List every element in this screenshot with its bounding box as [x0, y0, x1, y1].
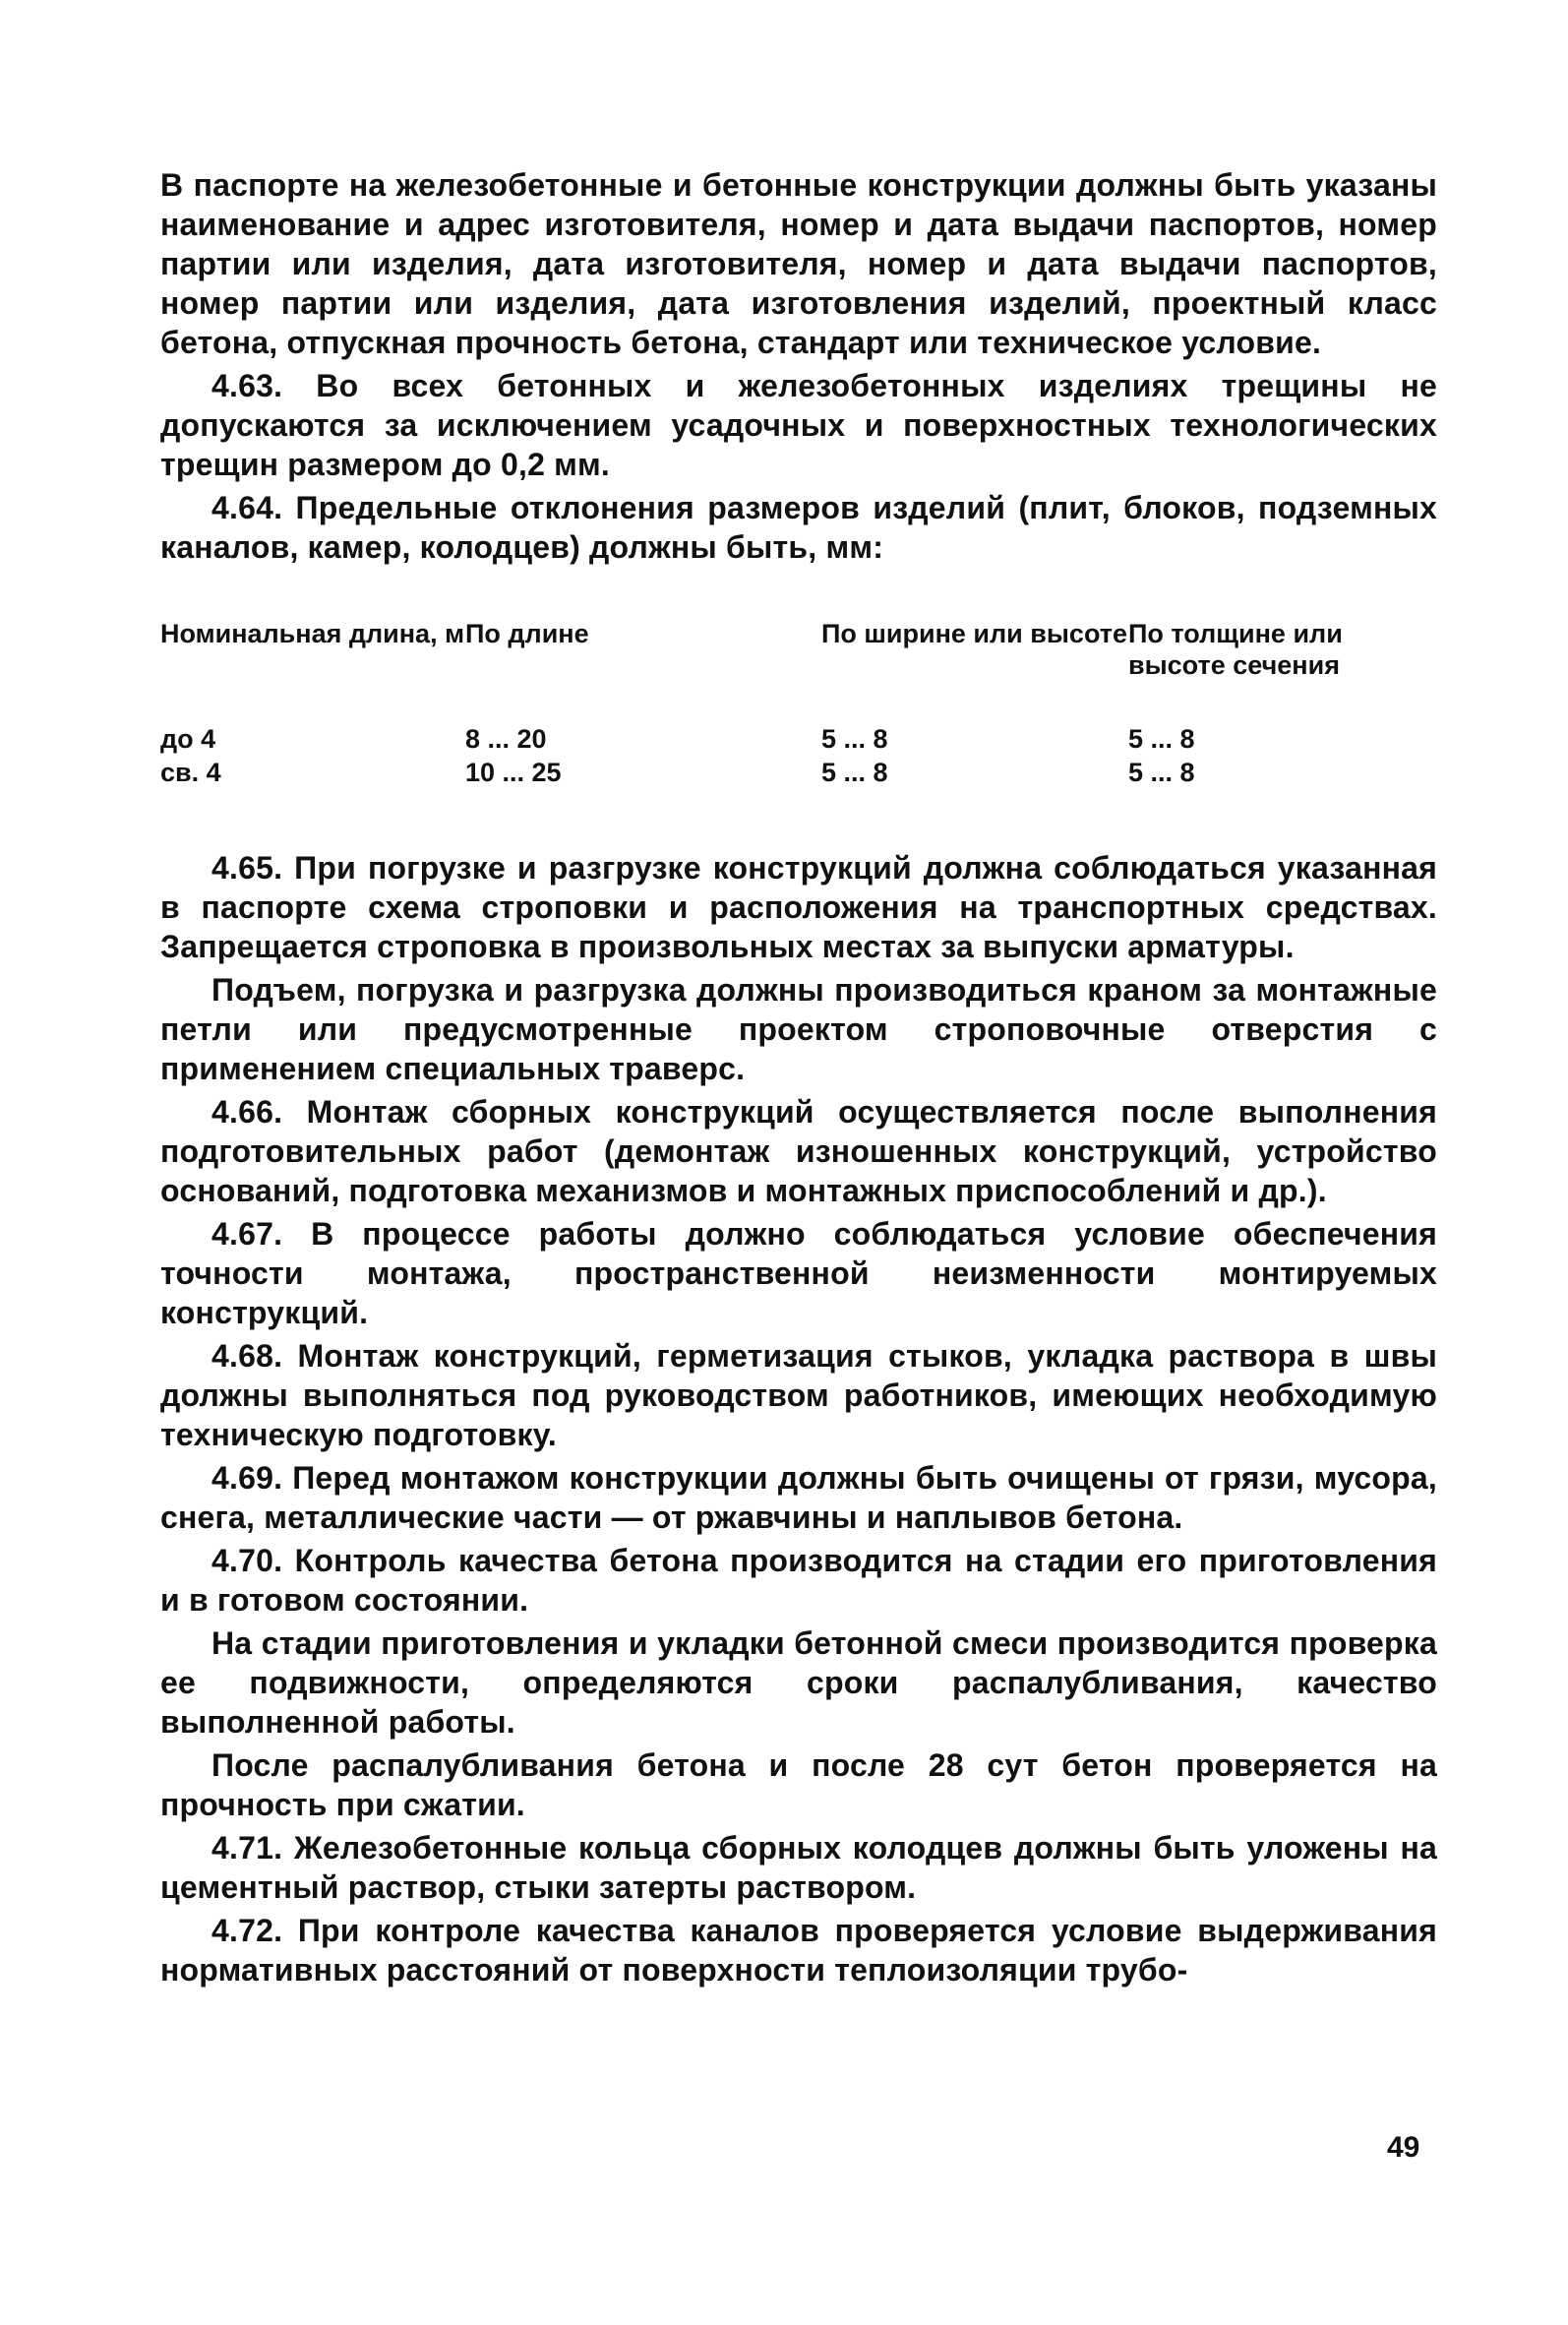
- section-number: 4.65.: [211, 850, 283, 886]
- table-cell: 5 ... 8: [821, 758, 888, 787]
- table-row: [160, 722, 1437, 756]
- section-number: 4.67.: [211, 1216, 283, 1252]
- section-number: 4.64.: [211, 490, 283, 525]
- paragraph-lifting: [160, 970, 1437, 1088]
- document-page: [160, 165, 1437, 1993]
- paragraph-4-72: [160, 1911, 1437, 1989]
- section-number: 4.69.: [211, 1460, 283, 1496]
- table-cell: св. 4: [160, 758, 221, 787]
- page-number: 49: [1387, 2131, 1420, 2164]
- column-header-by-width: По ширине или высоте: [821, 619, 1128, 648]
- paragraph-text: Подъем, погрузка и разгрузка должны производиться краном за монтажные петли или предусмотренные проектом строповочные отверстия с применением специальных траверс.: [160, 972, 1437, 1086]
- paragraph-text: Железобетонные кольца сборных колодцев должны быть уложены на цементный раствор, стыки затерты раствором.: [160, 1830, 1437, 1905]
- paragraph-mixing-stage: [160, 1623, 1437, 1742]
- section-number: 4.70.: [211, 1543, 283, 1578]
- paragraph-text: В процессе работы должно соблюдаться условие обеспечения точности монтажа, пространственной неизменности монтируемых конструкций.: [160, 1216, 1437, 1330]
- tolerance-table: [160, 618, 1437, 789]
- paragraph-text: В паспорте на железобетонные и бетонные конструкции должны быть указаны наименование и адрес изготовителя, номер и дата выдачи паспортов, номер партии или изделия, дата изготовителя, номер и дата выдачи паспортов, номер партии или изделия, дата изготовления изделий, проектный класс бетона, отпускная прочность бетона, стандарт или техническое условие.: [160, 167, 1437, 360]
- paragraph-4-65: [160, 848, 1437, 966]
- paragraph-text: При погрузке и разгрузке конструкций должна соблюдаться указанная в паспорте схема строповки и расположения на транспортных средствах. Запрещается строповка в произвольных местах за выпуски арматуры.: [160, 850, 1438, 964]
- section-number: 4.66.: [211, 1094, 283, 1130]
- paragraph-text: Перед монтажом конструкции должны быть очищены от грязи, мусора, снега, металлические части — от ржавчины и наплывов бетона.: [160, 1460, 1437, 1535]
- column-header-by-length: По длине: [465, 619, 589, 648]
- paragraph-text: Монтаж сборных конструкций осуществляется после выполнения подготовительных работ (демонтаж изношенных конструкций, устройство оснований, подготовка механизмов и монтажных приспособлений и др.).: [160, 1094, 1437, 1208]
- table-cell: 5 ... 8: [1128, 758, 1195, 787]
- table-header-row: [160, 618, 1437, 722]
- section-number: 4.68.: [211, 1338, 283, 1374]
- table-cell: 5 ... 8: [1128, 724, 1195, 754]
- paragraph-text: Предельные отклонения размеров изделий (плит, блоков, подземных каналов, камер, колодцев) должны быть, мм:: [160, 490, 1437, 565]
- section-number: 4.72.: [211, 1913, 283, 1948]
- paragraph-text: Контроль качества бетона производится на стадии его приготовления и в готовом состоянии.: [160, 1543, 1438, 1618]
- paragraph-text: При контроле качества каналов проверяется условие выдерживания нормативных расстояний от поверхности теплоизоляции трубо-: [160, 1913, 1437, 1988]
- paragraph-text: Монтаж конструкций, герметизация стыков, укладка раствора в швы должны выполняться под руководством работников, имеющих необходимую техническую подготовку.: [160, 1338, 1437, 1452]
- column-header-by-thickness: По толщине или высоте сечения: [1128, 619, 1343, 680]
- paragraph-4-67: [160, 1214, 1437, 1332]
- paragraph-4-66: [160, 1092, 1437, 1210]
- paragraph-4-69: [160, 1458, 1437, 1537]
- table-cell: 8 ... 20: [465, 724, 547, 754]
- table-row: [160, 756, 1437, 789]
- paragraph-after-stripping: [160, 1745, 1437, 1824]
- section-number: 4.71.: [211, 1830, 283, 1866]
- table-cell: 5 ... 8: [821, 724, 888, 754]
- paragraph-4-68: [160, 1336, 1437, 1454]
- paragraph-text: На стадии приготовления и укладки бетонной смеси производится проверка ее подвижности, определяются сроки распалубливания, качество выполненной работы.: [160, 1625, 1437, 1740]
- table-cell: 10 ... 25: [465, 758, 562, 787]
- paragraph-passport: [160, 165, 1437, 362]
- paragraph-4-70: [160, 1541, 1437, 1620]
- paragraph-4-63: [160, 366, 1437, 484]
- paragraph-text: Во всех бетонных и железобетонных изделиях трещины не допускаются за исключением усадочных и поверхностных технологических трещин размером до 0,2 мм.: [160, 368, 1437, 482]
- section-number: 4.63.: [211, 368, 283, 403]
- paragraph-4-71: [160, 1828, 1437, 1907]
- paragraph-4-64: [160, 488, 1437, 567]
- column-header-nominal-length: Номинальная длина, м: [160, 619, 465, 648]
- paragraph-text: После распалубливания бетона и после 28 сут бетон проверяется на прочность при сжатии.: [160, 1747, 1437, 1822]
- table-cell: до 4: [160, 724, 216, 754]
